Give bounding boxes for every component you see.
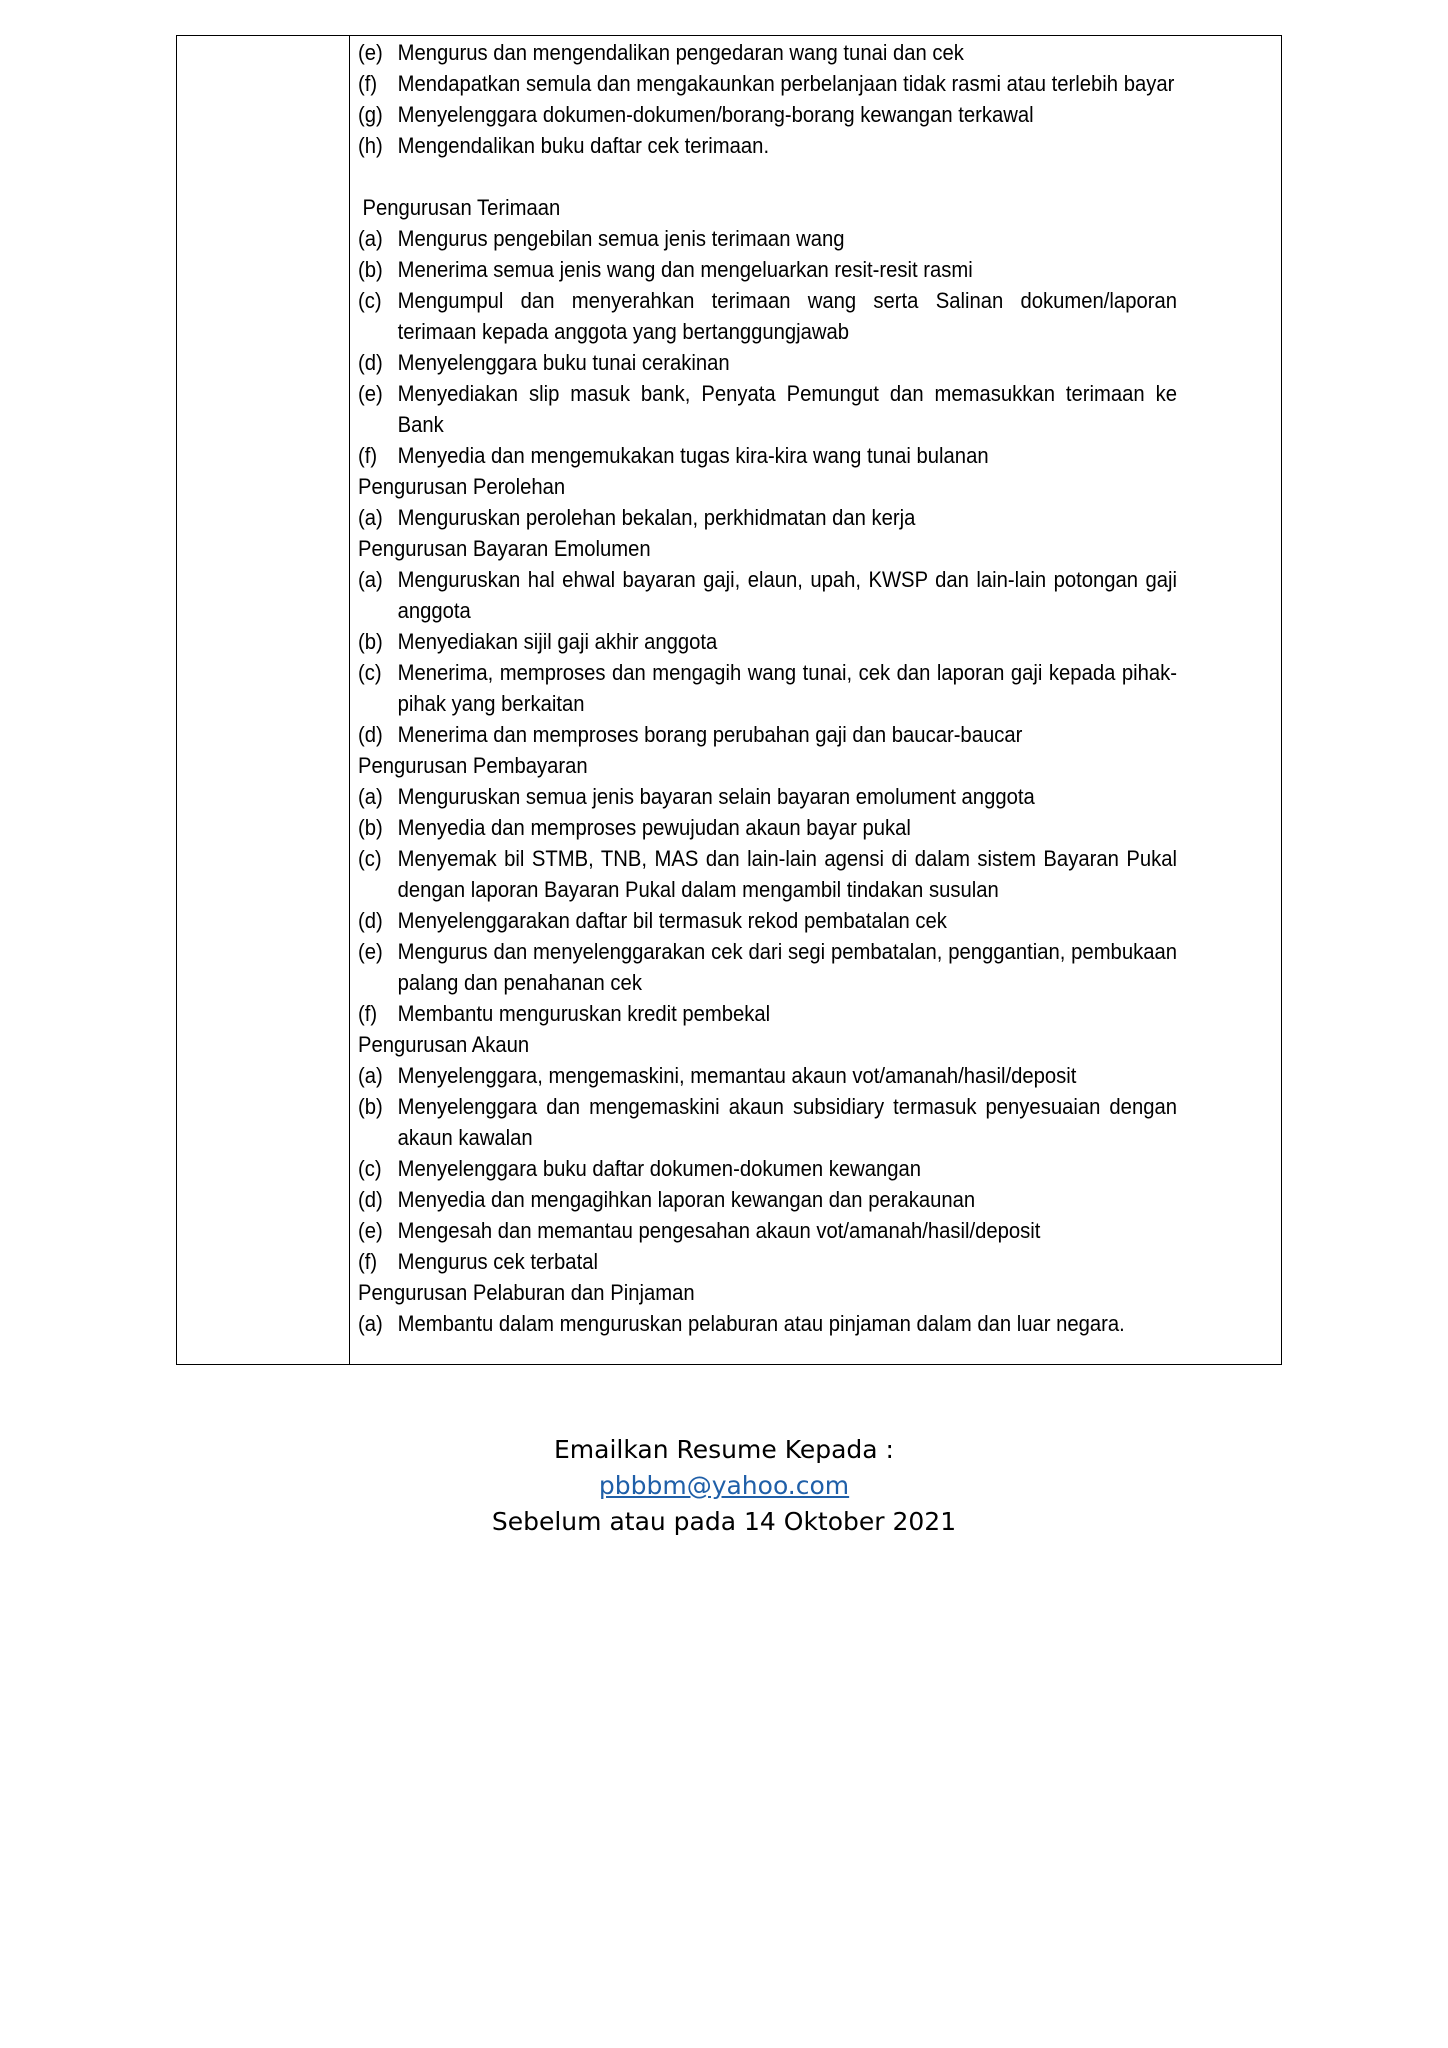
list-item-text: Menyelenggara dan mengemaskini akaun subsidiary termasuk penyesuaian dengan akaun kawalan [397, 1094, 1178, 1150]
list-item-text: Menyediakan slip masuk bank, Penyata Pemungut dan memasukkan terimaan ke Bank [397, 381, 1178, 437]
list-item-text: Mengurus cek terbatal [397, 1249, 598, 1274]
list-item [358, 130, 1177, 161]
list-item-text: Menyemak bil STMB, TNB, MAS dan lain-lain agensi di dalam sistem Bayaran Pukal dengan laporan Bayaran Pukal dalam mengambil tindakan susulan [397, 846, 1178, 902]
list-item-marker: (a) [358, 567, 383, 592]
list-item [358, 1215, 1177, 1246]
list-item [358, 1246, 1177, 1277]
list-item-text: Menyedia dan mengagihkan laporan kewangan dan perakaunan [397, 1187, 976, 1212]
list-item [358, 1308, 1177, 1339]
list-item [358, 905, 1177, 936]
list-item-text: Menyedia dan mengemukakan tugas kira-kira wang tunai bulanan [397, 443, 989, 468]
list-item-text: Menyedia dan memproses pewujudan akaun bayar pukal [397, 815, 911, 840]
list-item-text: Membantu menguruskan kredit pembekal [397, 1001, 771, 1026]
list-item-text: Mengumpul dan menyerahkan terimaan wang serta Salinan dokumen/laporan terimaan kepada anggota yang bertanggungjawab [397, 288, 1178, 344]
deadline-text: Sebelum atau pada 14 Oktober 2021 [491, 1507, 957, 1536]
list-item [358, 1153, 1177, 1184]
list-item-text: Mendapatkan semula dan mengakaunkan perbelanjaan tidak rasmi atau terlebih bayar [397, 71, 1175, 96]
list-item-marker: (b) [358, 257, 383, 282]
section-heading: Pengurusan Bayaran Emolumen [358, 536, 651, 561]
list-item-text: Menerima, memproses dan mengagih wang tunai, cek dan laporan gaji kepada pihak-pihak yang berkaitan [397, 660, 1178, 716]
list-item-marker: (c) [358, 288, 382, 313]
list-item-text: Mengurus pengebilan semua jenis terimaan wang [397, 226, 845, 251]
list-item-marker: (c) [358, 846, 382, 871]
section-heading: Pengurusan Perolehan [358, 474, 566, 499]
list-item-marker: (d) [358, 908, 383, 933]
list-item [358, 564, 1177, 626]
list-item [358, 781, 1177, 812]
list-item-text: Menyediakan sijil gaji akhir anggota [397, 629, 718, 654]
column-divider [349, 36, 350, 1364]
list-item [358, 99, 1177, 130]
list-item-marker: (f) [358, 443, 378, 468]
list-item-text: Menyelenggara dokumen-dokumen/borang-borang kewangan terkawal [397, 102, 1034, 127]
section-heading: Pengurusan Pelaburan dan Pinjaman [358, 1280, 695, 1305]
list-item [358, 378, 1177, 440]
duties-cell [358, 37, 1177, 1339]
list-item [358, 843, 1177, 905]
section-heading: Pengurusan Pembayaran [358, 753, 588, 778]
list-item [358, 1184, 1177, 1215]
list-item [358, 68, 1177, 99]
list-item [358, 812, 1177, 843]
list-item-marker: (d) [358, 1187, 383, 1212]
email-link[interactable]: pbbbm@yahoo.com [598, 1471, 850, 1500]
list-item [358, 223, 1177, 254]
list-item [358, 998, 1177, 1029]
list-item [358, 657, 1177, 719]
list-item-marker: (d) [358, 350, 383, 375]
list-item-text: Menyelenggara buku daftar dokumen-dokumen kewangan [397, 1156, 922, 1181]
list-item-text: Menerima dan memproses borang perubahan gaji dan baucar-baucar [397, 722, 1023, 747]
list-item-marker: (a) [358, 784, 383, 809]
list-item-text: Menyelenggarakan daftar bil termasuk rekod pembatalan cek [397, 908, 947, 933]
list-item-marker: (a) [358, 1063, 383, 1088]
list-item [358, 1091, 1177, 1153]
list-item-text: Menguruskan semua jenis bayaran selain bayaran emolument anggota [397, 784, 1035, 809]
list-item [358, 719, 1177, 750]
section-heading: Pengurusan Terimaan [362, 195, 561, 220]
list-item-text: Menerima semua jenis wang dan mengeluarkan resit-resit rasmi [397, 257, 973, 282]
list-item-marker: (b) [358, 629, 383, 654]
list-item-marker: (e) [358, 939, 383, 964]
list-item [358, 936, 1177, 998]
list-item-text: Menguruskan hal ehwal bayaran gaji, elaun, upah, KWSP dan lain-lain potongan gaji anggota [397, 567, 1178, 623]
list-item-marker: (f) [358, 1001, 378, 1026]
list-item-text: Menyelenggara, mengemaskini, memantau akaun vot/amanah/hasil/deposit [397, 1063, 1077, 1088]
list-item-marker: (h) [358, 133, 383, 158]
list-item [358, 1060, 1177, 1091]
list-item [358, 347, 1177, 378]
list-item-marker: (c) [358, 660, 382, 685]
list-item-text: Mengendalikan buku daftar cek terimaan. [397, 133, 770, 158]
list-item [358, 626, 1177, 657]
list-item [358, 254, 1177, 285]
list-item-marker: (a) [358, 226, 383, 251]
list-item-marker: (e) [358, 40, 383, 65]
list-item-marker: (b) [358, 815, 383, 840]
list-item-text: Mengurus dan mengendalikan pengedaran wang tunai dan cek [397, 40, 964, 65]
list-item-text: Menguruskan perolehan bekalan, perkhidmatan dan kerja [397, 505, 916, 530]
list-item-marker: (f) [358, 1249, 378, 1274]
list-item-marker: (f) [358, 71, 378, 96]
list-item-marker: (e) [358, 381, 383, 406]
list-item-marker: (e) [358, 1218, 383, 1243]
list-item-marker: (b) [358, 1094, 383, 1119]
list-item-marker: (c) [358, 1156, 382, 1181]
list-item [358, 440, 1177, 471]
list-item-text: Mengesah dan memantau pengesahan akaun vot/amanah/hasil/deposit [397, 1218, 1041, 1243]
section-heading: Pengurusan Akaun [358, 1032, 530, 1057]
duties-table [176, 35, 1282, 1365]
list-item [358, 502, 1177, 533]
list-item-marker: (a) [358, 505, 383, 530]
list-item-text: Menyelenggara buku tunai cerakinan [397, 350, 730, 375]
application-footer [0, 1432, 1448, 1540]
list-item-marker: (a) [358, 1311, 383, 1336]
list-item-marker: (g) [358, 102, 383, 127]
email-instruction: Emailkan Resume Kepada : [554, 1435, 894, 1464]
list-item-text: Mengurus dan menyelenggarakan cek dari segi pembatalan, penggantian, pembukaan palang dan penahanan cek [397, 939, 1178, 995]
list-item-marker: (d) [358, 722, 383, 747]
list-item [358, 37, 1177, 68]
list-item [358, 285, 1177, 347]
list-item-text: Membantu dalam menguruskan pelaburan atau pinjaman dalam dan luar negara. [397, 1311, 1125, 1336]
